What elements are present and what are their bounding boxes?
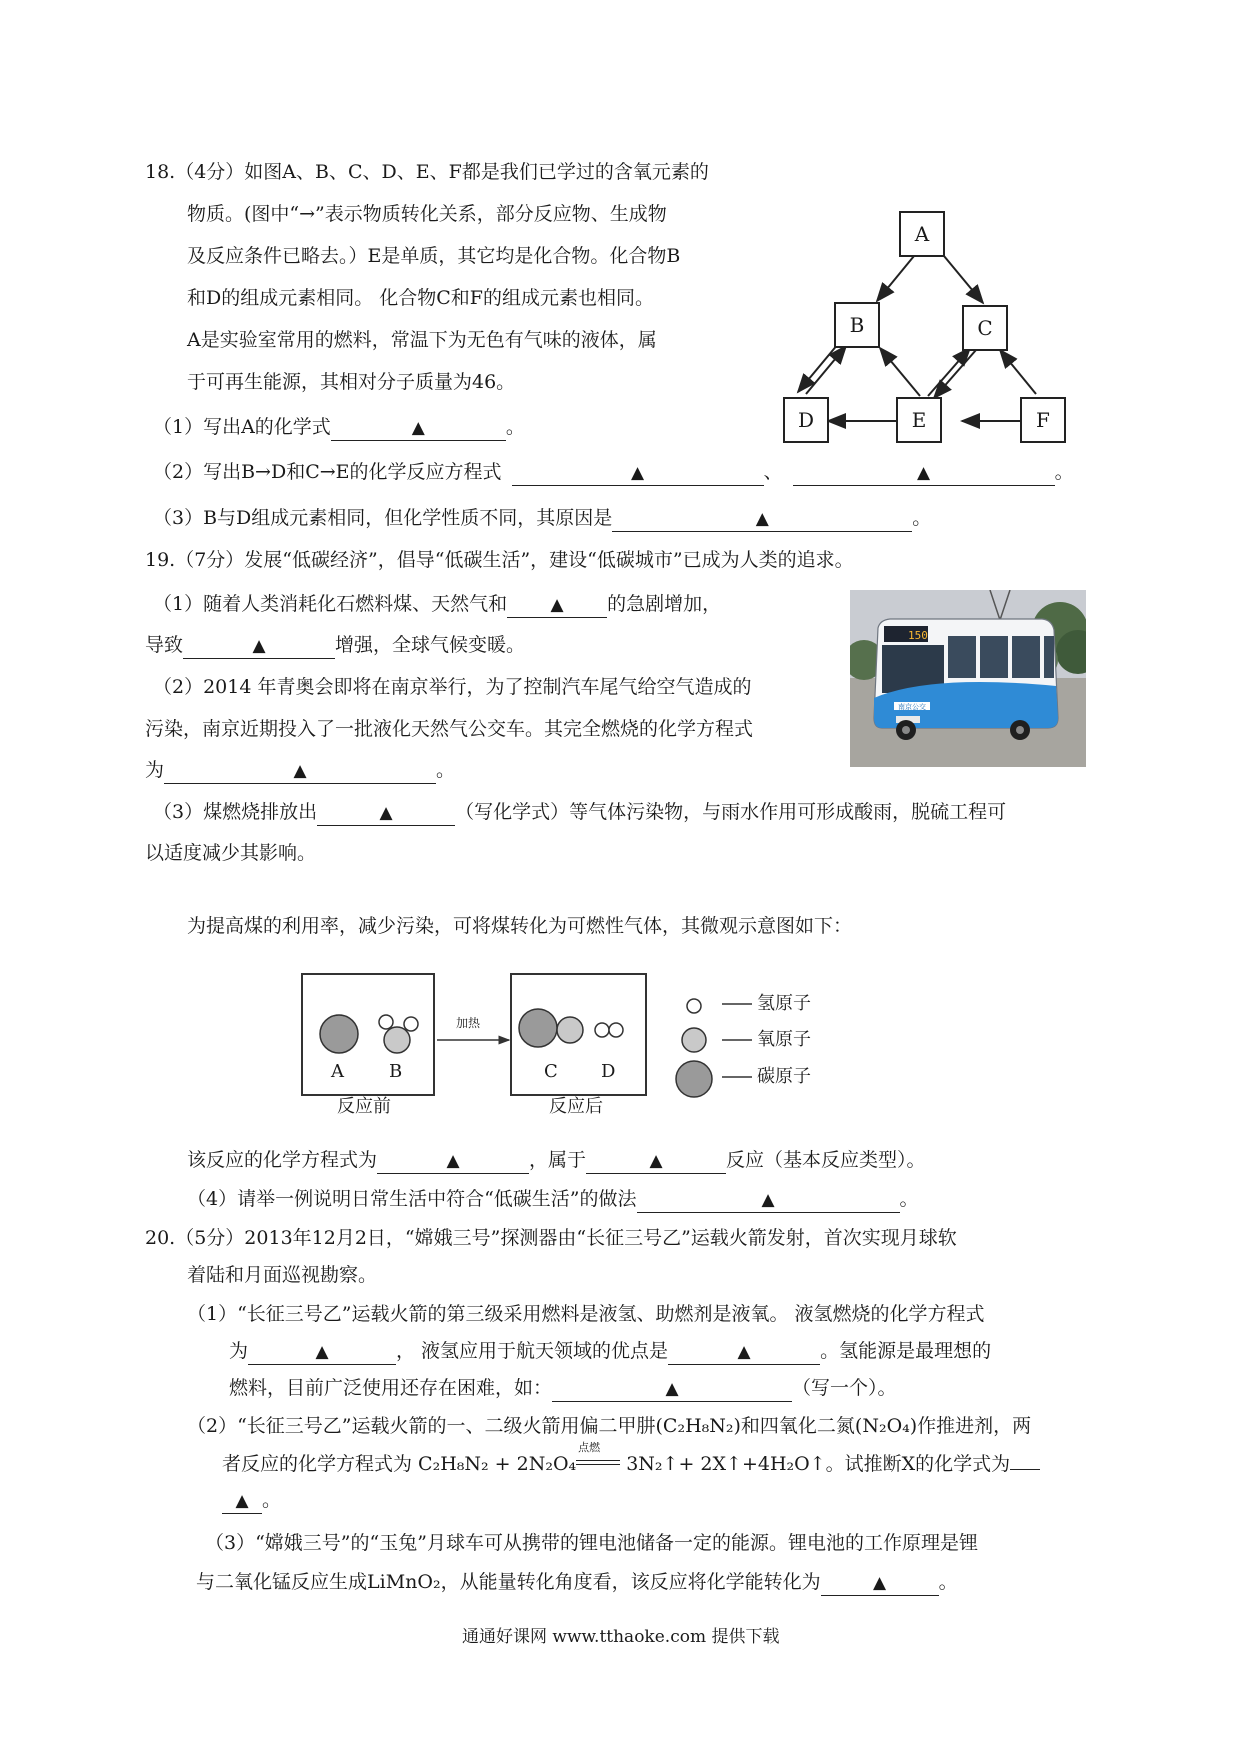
- q20-part-2-line-2: [222, 1441, 1040, 1477]
- q18-line-2: 物质。(图中“→”表示物质转化关系，部分反应物、生成物: [187, 203, 667, 225]
- blank-triangle: ▲: [550, 595, 564, 615]
- answer-blank[interactable]: [668, 1339, 820, 1365]
- q18-line-6: 于可再生能源，其相对分子质量为46。: [187, 371, 516, 393]
- blank-triangle: ▲: [315, 1342, 329, 1362]
- q19-p4-text: （4）请举一例说明日常生活中符合“低碳生活”的做法: [187, 1188, 637, 1210]
- q19-p3-end: （写化学式）等气体污染物，与雨水作用可形成酸雨，脱硫工程可: [455, 801, 1007, 823]
- label-c: C: [544, 1061, 558, 1082]
- q20-p1-end: 。氢能源是最理想的: [820, 1340, 992, 1362]
- reaction-condition: [576, 1441, 620, 1470]
- q18-p1-end: 。: [505, 416, 525, 438]
- q18-p3-end: 。: [912, 507, 932, 529]
- q19-part-4: [187, 1186, 919, 1213]
- q19-p2-end: 。: [436, 759, 456, 781]
- q18-line-4: 和D的组成元素相同。 化合物C和F的组成元素也相同。: [187, 287, 654, 309]
- q18-p3-text: （3）B与D组成元素相同，但化学性质不同，其原因是: [153, 507, 613, 529]
- q19-p3-text: （3）煤燃烧排放出: [153, 801, 318, 823]
- q20-part-1-line-2: [229, 1338, 991, 1365]
- hydrogen-atom: [379, 1015, 393, 1029]
- q18-line-1: 18.（4分）如图A、B、C、D、E、F都是我们已学过的含氧元素的: [145, 161, 709, 183]
- q18-p2-sep: 、: [763, 461, 783, 483]
- q19-eq-end: 反应（基本反应类型）。: [726, 1149, 926, 1171]
- answer-blank[interactable]: [586, 1148, 726, 1174]
- blank-triangle: ▲: [737, 1342, 751, 1362]
- q19-p1b-text: 导致: [145, 634, 184, 656]
- answer-blank[interactable]: [552, 1376, 792, 1402]
- answer-blank[interactable]: [821, 1570, 939, 1596]
- q20-part-3-line-1: （3）“嫦娥三号”的“玉兔”月球车可从携带的锂电池储备一定的能源。锂电池的工作原理是锂: [205, 1532, 978, 1554]
- blank-triangle: ▲: [411, 418, 425, 438]
- q19-p1b-end: 增强，全球气候变暖。: [335, 634, 526, 656]
- legend-carbon: 碳原子: [757, 1066, 811, 1087]
- q19-eq-mid: ，属于: [529, 1149, 587, 1171]
- blank-triangle: ▲: [917, 463, 931, 483]
- hydrogen-atom: [609, 1023, 623, 1037]
- page-footer: 通通好课网 www.tthaoke.com 提供下载: [462, 1627, 780, 1647]
- label-d: D: [601, 1061, 616, 1082]
- blank-triangle: ▲: [665, 1379, 679, 1399]
- blank-triangle: ▲: [446, 1151, 460, 1171]
- q20-part-1-line-3: [229, 1375, 897, 1402]
- legend-hydrogen: 氢原子: [757, 993, 811, 1014]
- q20-part-1-line-1: （1）“长征三号乙”运载火箭的第三级采用燃料是液氢、助燃剂是液氧。 液氢燃烧的化学方程式: [187, 1303, 985, 1325]
- answer-blank[interactable]: [637, 1187, 900, 1213]
- blank-triangle: ▲: [252, 636, 266, 656]
- legend-oxygen: 氧原子: [757, 1029, 811, 1050]
- label-b: B: [389, 1061, 403, 1082]
- q18-line-5: A是实验室常用的燃料，常温下为无色有气味的液体，属: [187, 329, 657, 351]
- q20-p1-l3-end: （写一个）。: [792, 1377, 897, 1399]
- ignite-condition: 点燃: [578, 1441, 601, 1454]
- bus-sign: 南京公交: [898, 703, 926, 711]
- answer-blank[interactable]: [222, 1488, 262, 1514]
- blank-triangle: ▲: [379, 803, 393, 823]
- oxygen-atom: [557, 1017, 583, 1043]
- q18-line-3: 及反应条件已略去。）E是单质，其它均是化合物。化合物B: [187, 245, 681, 267]
- carbon-atom: [519, 1009, 557, 1047]
- q20-line-2: 着陆和月面巡视勘察。: [187, 1264, 378, 1286]
- oxygen-atom: [384, 1027, 410, 1053]
- q19-part-2-line-1: （2）2014 年青奥会即将在南京举行，为了控制汽车尾气给空气造成的: [153, 676, 752, 698]
- blank-triangle: ▲: [293, 761, 307, 781]
- answer-blank[interactable]: [1010, 1469, 1040, 1470]
- blank-triangle: ▲: [235, 1491, 249, 1511]
- q19-p4-end: 。: [899, 1188, 919, 1210]
- q20-line-1: 20.（5分）2013年12月2日，“嫦娥三号”探测器由“长征三号乙”运载火箭发射，首次实现月球软: [145, 1227, 957, 1249]
- node-c: C: [962, 305, 1008, 351]
- q20-p1-mid: ， 液氢应用于航天领域的优点是: [396, 1340, 669, 1362]
- arrow-condition: 加热: [456, 1016, 481, 1030]
- blank-triangle: ▲: [631, 463, 645, 483]
- q19-part-2-line-2: 污染，南京近期投入了一批液化天然气公交车。其完全燃烧的化学方程式: [145, 718, 754, 740]
- node-b: B: [834, 302, 880, 348]
- q19-p1-end: 的急剧增加，: [607, 593, 722, 615]
- blank-triangle: ▲: [649, 1151, 663, 1171]
- q18-p1-text: （1）写出A的化学式: [153, 416, 331, 438]
- q19-p1-text: （1）随着人类消耗化石燃料煤、天然气和: [153, 593, 508, 615]
- answer-blank[interactable]: [248, 1339, 396, 1365]
- q20-p2-eq-left: 者反应的化学方程式为 C₂H₈N₂ + 2N₂O₄: [222, 1453, 577, 1475]
- q20-part-2-line-3: [222, 1487, 281, 1514]
- node-e: E: [896, 397, 942, 443]
- node-f: F: [1020, 397, 1066, 443]
- bus-route-number: 150: [908, 629, 928, 642]
- before-caption: 反应前: [337, 1096, 391, 1117]
- q20-p2-l3-end: 。: [262, 1489, 282, 1511]
- q20-part-2-line-1: （2）“长征三号乙”运载火箭的一、二级火箭用偏二甲肼(C₂H₈N₂)和四氧化二氮(N₂O₄)作推进剂，两: [187, 1415, 1032, 1437]
- q20-p1-text: 为: [229, 1340, 249, 1362]
- legend-oxygen-circle: [682, 1028, 706, 1052]
- blank-triangle: ▲: [761, 1190, 775, 1210]
- q19-line-1: 19.（7分）发展“低碳经济”，倡导“低碳生活”，建设“低碳城市”已成为人类的追求。: [145, 549, 854, 571]
- q19-part-3-line-2: 以适度减少其影响。: [145, 842, 317, 864]
- node-a: A: [899, 211, 945, 257]
- label-a: A: [331, 1061, 344, 1082]
- q20-p1-l3-text: 燃料，目前广泛使用还存在困难，如：: [229, 1377, 553, 1399]
- hydrogen-atom: [595, 1023, 609, 1037]
- q20-part-3-line-2: [196, 1569, 958, 1596]
- legend-carbon-circle: [676, 1061, 712, 1097]
- q19-intro: 为提高煤的利用率，减少污染，可将煤转化为可燃性气体，其微观示意图如下：: [187, 915, 853, 937]
- q19-p2-text: 为: [145, 759, 165, 781]
- legend-hydrogen-circle: [687, 999, 701, 1013]
- q19-eq-text: 该反应的化学方程式为: [187, 1149, 378, 1171]
- q20-p2-eq-right: 3N₂↑+ 2X↑+4H₂O↑。试推断X的化学式为: [620, 1453, 1011, 1475]
- blank-triangle: ▲: [755, 509, 769, 529]
- answer-blank[interactable]: [377, 1148, 529, 1174]
- q18-p2-end: 。: [1054, 461, 1074, 483]
- node-d: D: [783, 397, 829, 443]
- blank-triangle: ▲: [873, 1573, 887, 1593]
- hydrogen-atom: [404, 1017, 418, 1031]
- q20-p3-text: 与二氧化锰反应生成LiMnO₂，从能量转化角度看，该反应将化学能转化为: [196, 1571, 821, 1593]
- q20-p3-end: 。: [938, 1571, 958, 1593]
- q19-equation: [187, 1147, 926, 1174]
- carbon-atom: [320, 1015, 358, 1053]
- q18-p2-text: （2）写出B→D和C→E的化学反应方程式: [153, 461, 502, 483]
- after-caption: 反应后: [549, 1096, 603, 1117]
